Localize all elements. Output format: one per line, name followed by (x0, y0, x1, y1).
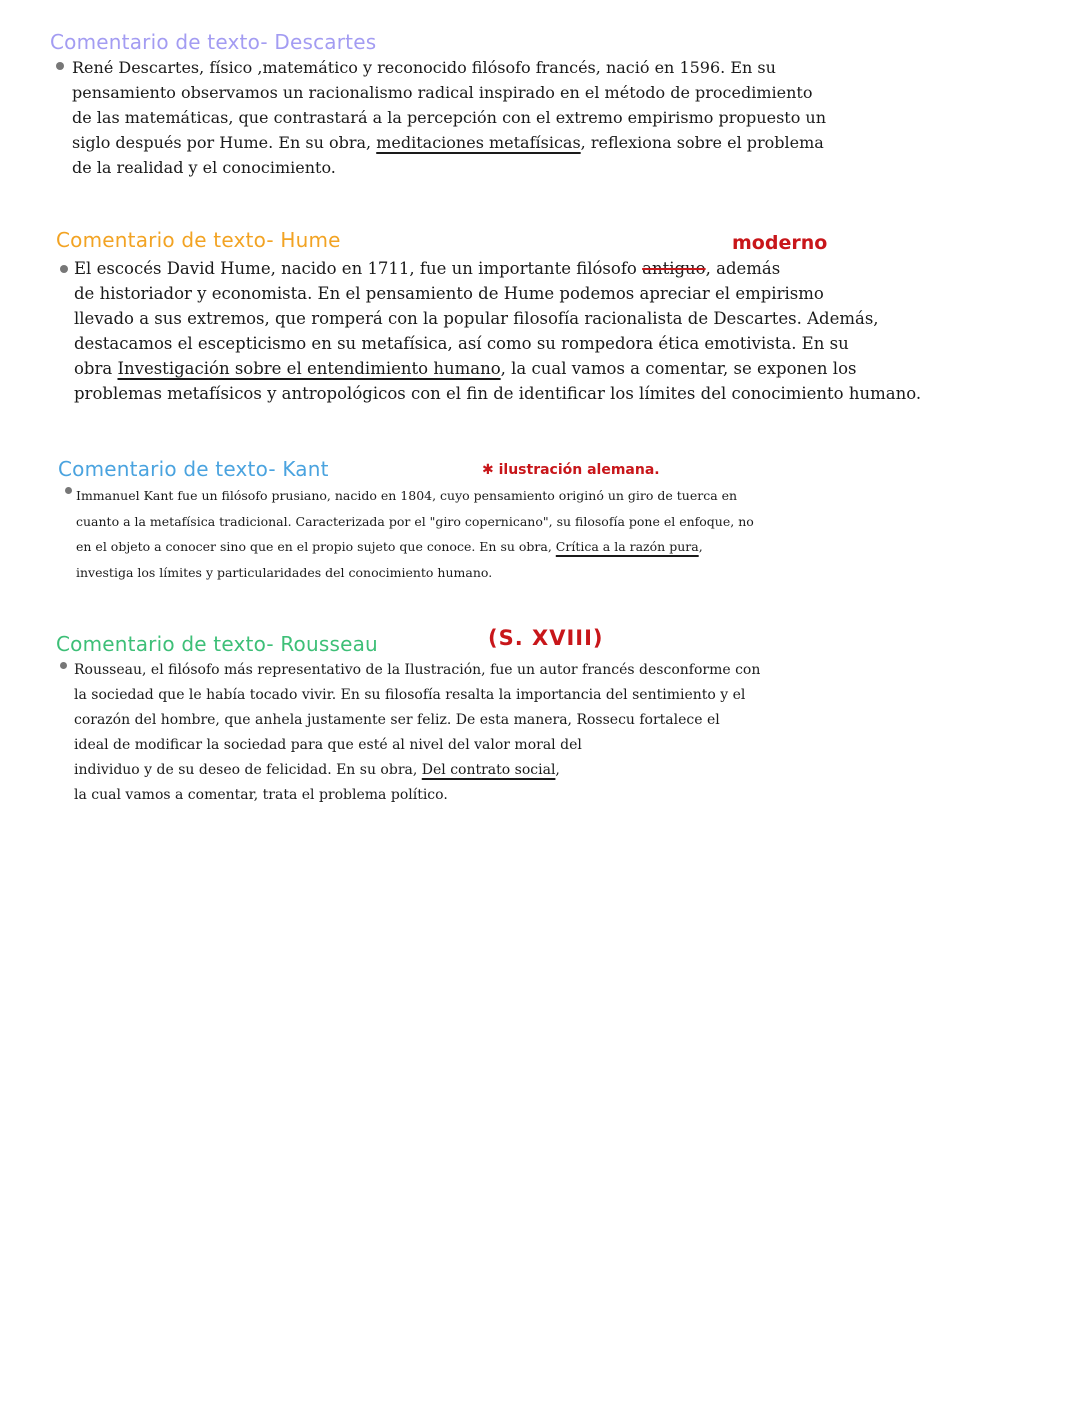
paragraph-descartes (72, 55, 826, 180)
text-line (72, 130, 826, 155)
text-line: René Descartes, físico ,matemático y reconocido filósofo francés, nació en 1596. En su (72, 58, 776, 77)
bullet-dot (60, 662, 67, 669)
work-title-investigacion: Investigación sobre el entendimiento humano (117, 359, 501, 378)
annotation-ilustracion-alemana: ✱ ilustración alemana. (482, 462, 660, 478)
text-fragment: siglo después por Hume. En su obra, (72, 133, 372, 152)
text-fragment: en el objeto a conocer sino que en el propio sujeto que conoce. En su obra, (76, 539, 552, 554)
text-line: Rousseau, el filósofo más representativo de la Ilustración, fue un autor francés desconforme con (74, 662, 761, 678)
text-fragment: , reflexiona sobre el problema (580, 133, 824, 152)
text-line: ideal de modificar la sociedad para que esté al nivel del valor moral del (74, 737, 582, 753)
text-line: cuanto a la metafísica tradicional. Caracterizada por el "giro copernicano", su filosofía pone el enfoque, no (76, 513, 754, 529)
section-title-hume: Comentario de texto- Hume (56, 228, 341, 252)
text-fragment: , además (705, 259, 781, 278)
text-line: corazón del hombre, que anhela justamente ser feliz. De esta manera, Rossecu fortalece el (74, 712, 720, 728)
paragraph-hume (74, 256, 921, 406)
text-line (74, 256, 921, 281)
text-line: de las matemáticas, que contrastará a la percepción con el extremo empirismo propuesto un (72, 108, 827, 127)
text-line: la cual vamos a comentar, trata el problema político. (74, 787, 448, 803)
text-line: de historiador y economista. En el pensamiento de Hume podemos apreciar el empirismo (74, 284, 824, 303)
text-line: Immanuel Kant fue un filósofo prusiano, nacido en 1804, cuyo pensamiento originó un giro de tuerca en (76, 488, 738, 503)
text-fragment: , la cual vamos a comentar, se exponen los (500, 359, 857, 378)
correction-moderno: moderno (732, 232, 828, 254)
text-fragment: obra (74, 359, 113, 378)
text-fragment: El escocés David Hume, nacido en 1711, fue un importante filósofo (74, 259, 637, 278)
section-title-descartes: Comentario de texto- Descartes (50, 30, 377, 54)
text-line: pensamiento observamos un racionalismo radical inspirado en el método de procedimiento (72, 83, 813, 102)
text-line: problemas metafísicos y antropológicos con el fin de identificar los límites del conocimiento humano. (74, 384, 922, 403)
text-line (76, 534, 754, 560)
paragraph-kant (76, 483, 754, 585)
work-title-meditaciones: meditaciones metafísicas (376, 133, 581, 152)
text-line: investiga los límites y particularidades del conocimiento humano. (76, 564, 493, 580)
annotation-siglo: (S. XVIII) (488, 626, 604, 650)
work-title-critica: Crítica a la razón pura (555, 539, 699, 554)
paragraph-rousseau (74, 658, 760, 808)
text-line: la sociedad que le había tocado vivir. En su filosofía resalta la importancia del sentimiento y el (74, 687, 746, 703)
bullet-dot (65, 487, 72, 494)
text-line (74, 758, 760, 783)
text-line: llevado a sus extremos, que romperá con la popular filosofía racionalista de Descartes. Además, (74, 309, 879, 328)
text-line (74, 356, 921, 381)
section-title-kant: Comentario de texto- Kant (58, 457, 329, 481)
text-fragment: individuo y de su deseo de felicidad. En su obra, (74, 762, 418, 778)
work-title-contrato: Del contrato social (421, 762, 556, 778)
bullet-dot (56, 62, 64, 70)
struck-word-antiguo: antiguo (642, 259, 706, 278)
bullet-dot (60, 265, 68, 273)
text-line: destacamos el escepticismo en su metafísica, así como su rompedora ética emotivista. En su (74, 334, 849, 353)
text-line: de la realidad y el conocimiento. (72, 158, 336, 177)
section-title-rousseau: Comentario de texto- Rousseau (56, 632, 378, 656)
text-fragment: , (698, 539, 703, 554)
text-fragment: , (555, 762, 560, 778)
